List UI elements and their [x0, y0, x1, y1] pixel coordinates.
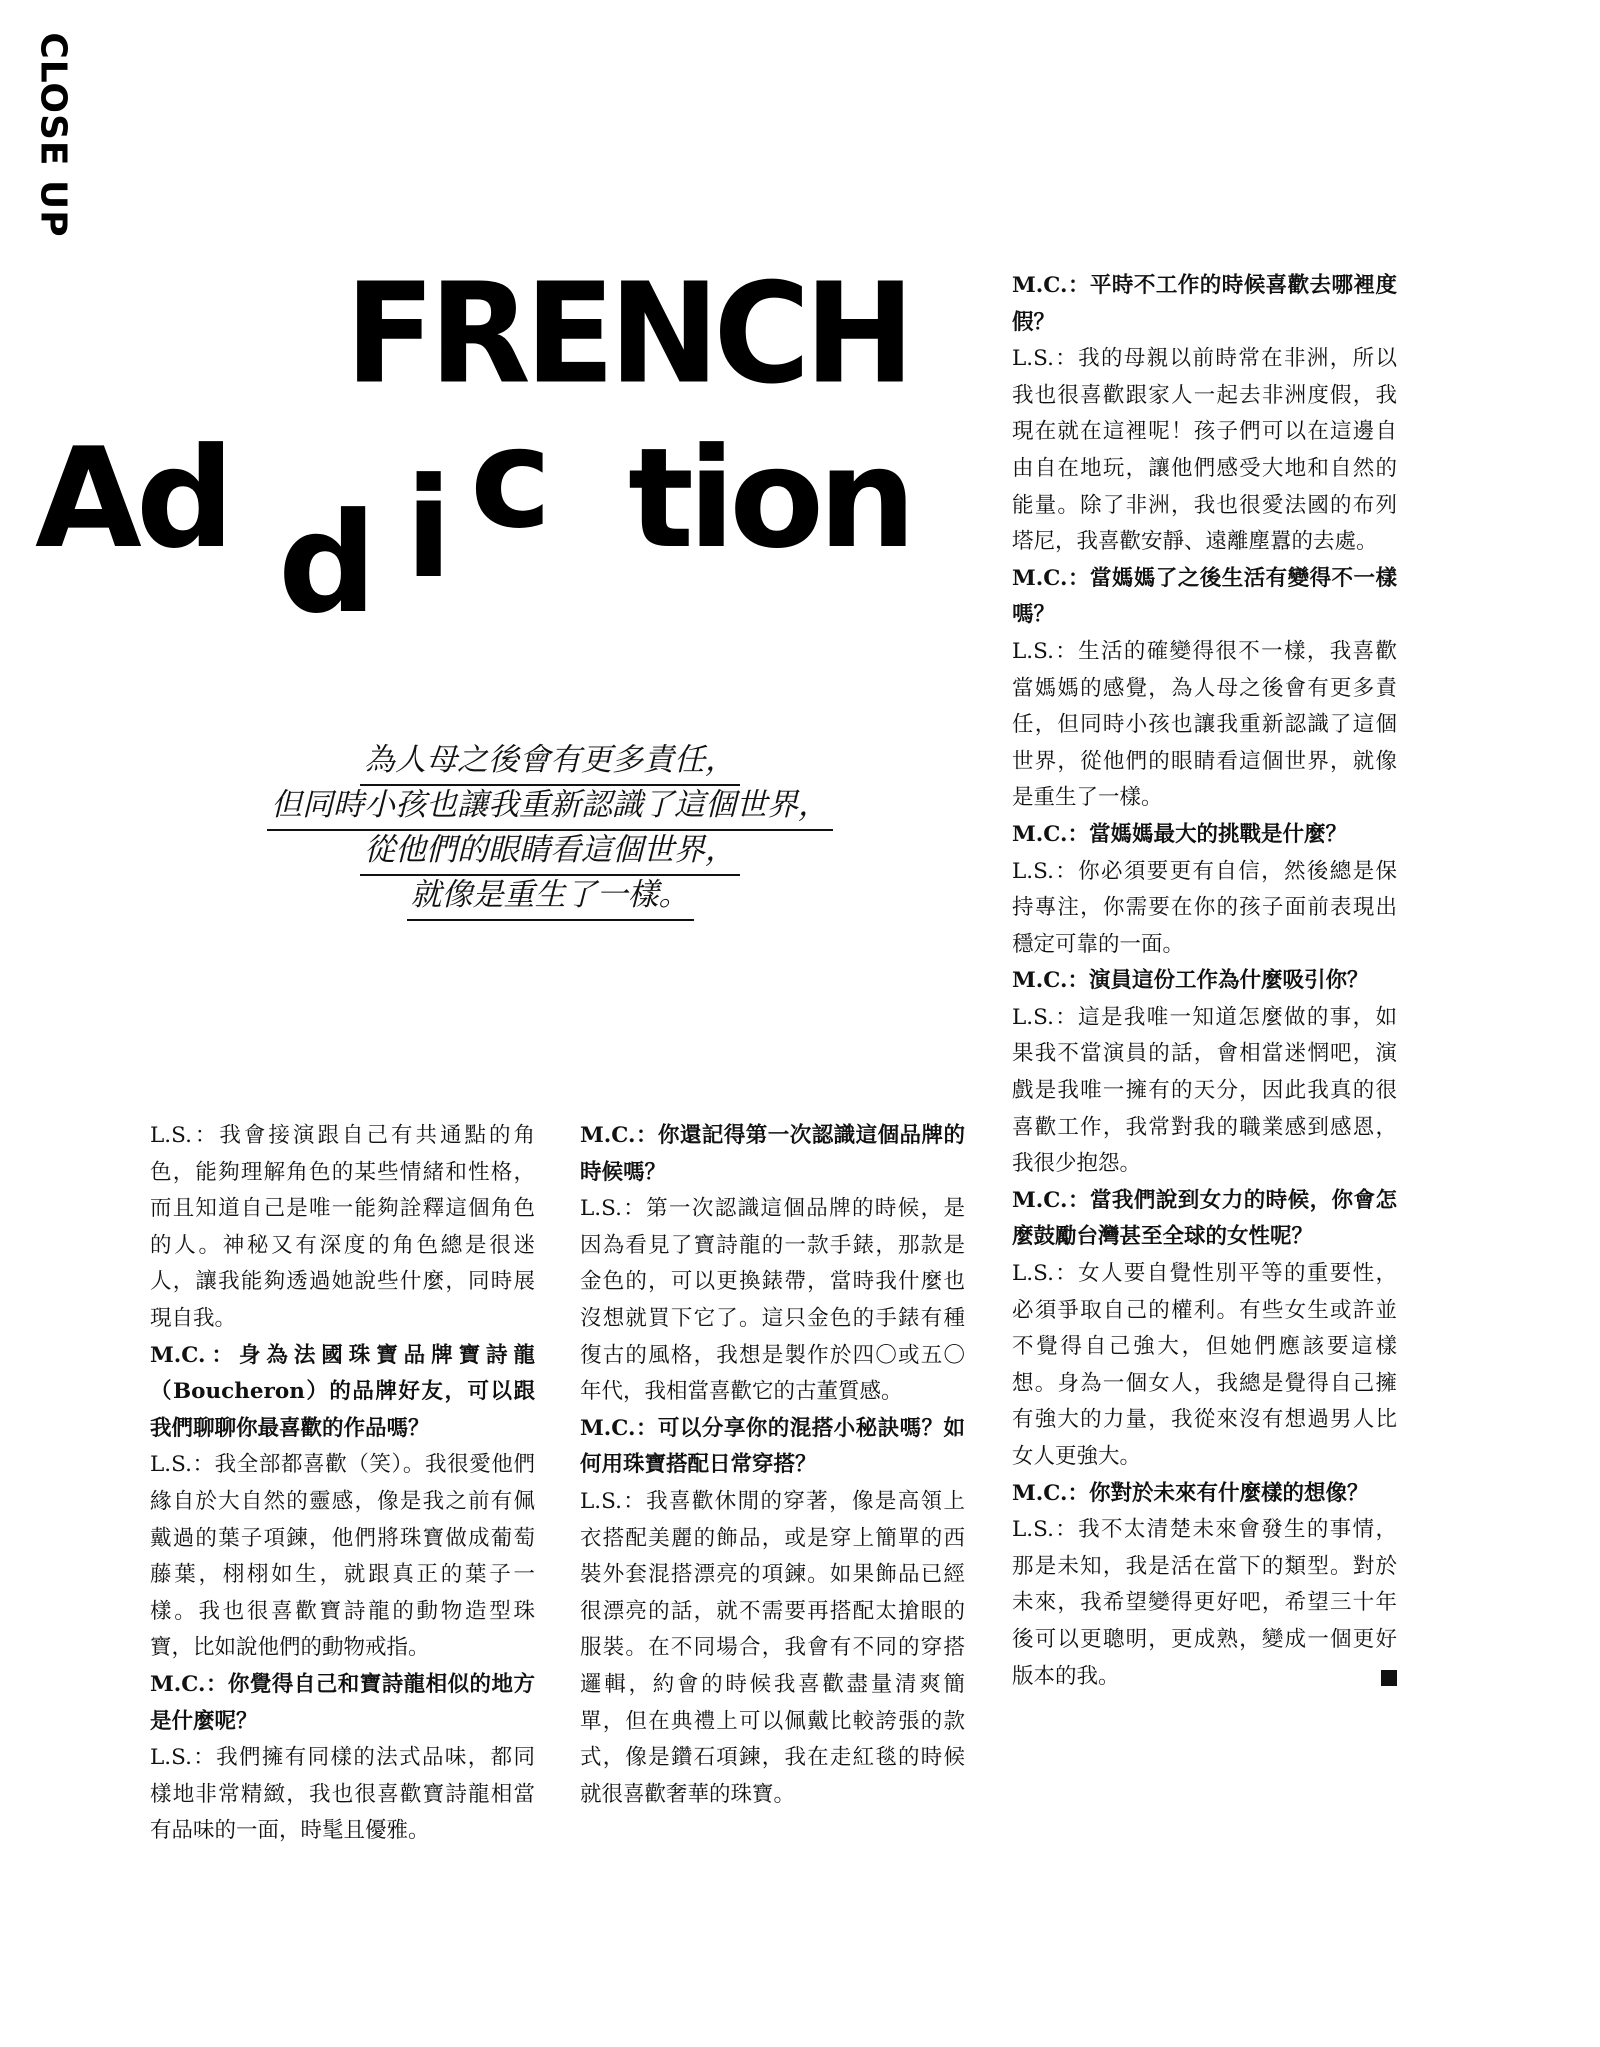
- headline-tion: tion: [628, 418, 911, 579]
- question-paragraph: M.C.：身為法國珠寶品牌寶詩龍（Boucheron）的品牌好友，可以跟我們聊聊你最喜歡的作品嗎？: [150, 1342, 535, 1441]
- question-paragraph: M.C.：演員這份工作為什麼吸引你？: [1012, 968, 1369, 994]
- end-mark-icon: [1381, 1670, 1397, 1686]
- headline-d: d: [278, 483, 371, 644]
- answer-paragraph-final: [1012, 1512, 1397, 1695]
- question-paragraph: M.C.：你還記得第一次認識這個品牌的時候嗎？: [580, 1123, 965, 1185]
- answer-paragraph: L.S.：第一次認識這個品牌的時候，是因為看見了寶詩龍的一款手錶，那款是金色的，可以更換錶帶，當時我什麼也沒想就買下它了。這只金色的手錶有種復古的風格，我想是製作於四〇或五〇年代，我相當喜歡它的古董質感。: [580, 1196, 965, 1405]
- headline-c: c: [470, 398, 546, 559]
- answer-paragraph: L.S.：我們擁有同樣的法式品味，都同樣地非常精緻，我也很喜歡寶詩龍相當有品味的一面，時髦且優雅。: [150, 1745, 535, 1844]
- headline-ad: Ad: [35, 418, 229, 579]
- question-paragraph: M.C.：平時不工作的時候喜歡去哪裡度假？: [1012, 273, 1397, 335]
- article-column-2: [580, 1118, 965, 1813]
- pull-quote-line: 就像是重生了一樣。: [407, 877, 694, 921]
- answer-paragraph: L.S.：我的母親以前時常在非洲，所以我也很喜歡跟家人一起去非洲度假，我現在就在這裡呢！孩子們可以在這邊自由自在地玩，讓他們感受大地和自然的能量。除了非洲，我也很愛法國的布列塔尼，我喜歡安靜、遠離塵囂的去處。: [1012, 346, 1397, 555]
- answer-paragraph: L.S.：女人要自覺性別平等的重要性，必須爭取自己的權利。有些女生或許並不覺得自己強大，但她們應該要這樣想。身為一個女人，我總是覺得自己擁有強大的力量，我從來沒有想過男人比女人更強大。: [1012, 1261, 1397, 1469]
- answer-paragraph: L.S.：生活的確變得很不一樣，我喜歡當媽媽的感覺，為人母之後會有更多責任，但同時小孩也讓我重新認識了這個世界，從他們的眼睛看這個世界，就像是重生了一樣。: [1012, 638, 1397, 811]
- question-paragraph: M.C.：你對於未來有什麼樣的想像？: [1012, 1480, 1369, 1506]
- answer-text: L.S.：我不太清楚未來會發生的事情，那是未知，我是活在當下的類型。對於未來，我希望變得更好吧，希望三十年後可以更聰明，更成熟，變成一個更好版本的我。: [1012, 1517, 1397, 1689]
- question-paragraph: M.C.：當媽媽最大的挑戰是什麼？: [1012, 821, 1348, 847]
- pull-quote: [250, 742, 850, 925]
- pull-quote-line: 但同時小孩也讓我重新認識了這個世界，: [267, 787, 833, 831]
- answer-paragraph: L.S.：這是我唯一知道怎麼做的事，如果我不當演員的話，會相當迷惘吧，演戲是我唯一擁有的天分，因此我真的很喜歡工作，我常對我的職業感到感恩，我很少抱怨。: [1012, 1004, 1397, 1177]
- question-paragraph: M.C.：當我們說到女力的時候，你會怎麼鼓勵台灣甚至全球的女性呢？: [1012, 1187, 1397, 1250]
- pull-quote-line: 從他們的眼睛看這個世界，: [360, 832, 740, 876]
- answer-paragraph: L.S.：我會接演跟自己有共通點的角色，能夠理解角色的某些情緒和性格，而且知道自己是唯一能夠詮釋這個角色的人。神秘又有深度的角色總是很迷人，讓我能夠透過她說些什麼，同時展現自我。: [150, 1123, 535, 1331]
- headline-french: FRENCH: [345, 253, 909, 416]
- headline-i: i: [405, 448, 447, 609]
- question-paragraph: M.C.：當媽媽了之後生活有變得不一樣嗎？: [1012, 565, 1397, 628]
- pull-quote-line: 為人母之後會有更多責任，: [360, 742, 740, 786]
- answer-paragraph: L.S.：我喜歡休閒的穿著，像是高領上衣搭配美麗的飾品，或是穿上簡單的西裝外套混搭漂亮的項鍊。如果飾品已經很漂亮的話，就不需要再搭配太搶眼的服裝。在不同場合，我會有不同的穿搭邏輯，約會的時候我喜歡盡量清爽簡單，但在典禮上可以佩戴比較誇張的款式，像是鑽石項鍊，我在走紅毯的時候就很喜歡奢華的珠寶。: [580, 1488, 965, 1807]
- answer-paragraph: L.S.：你必須要更有自信，然後總是保持專注，你需要在你的孩子面前表現出穩定可靠的一面。: [1012, 858, 1397, 957]
- section-label-text: CLOSE UP: [32, 32, 74, 238]
- question-paragraph: M.C.：可以分享你的混搭小秘訣嗎？如何用珠寶搭配日常穿搭？: [580, 1415, 965, 1478]
- article-column-3: [1012, 268, 1397, 1695]
- question-paragraph: M.C.：你覺得自己和寶詩龍相似的地方是什麼呢？: [150, 1671, 535, 1734]
- section-label: [28, 32, 78, 238]
- answer-paragraph: L.S.：我全部都喜歡（笑）。我很愛他們緣自於大自然的靈感，像是我之前有佩戴過的葉子項鍊，他們將珠寶做成葡萄藤葉，栩栩如生，就跟真正的葉子一樣。我也很喜歡寶詩龍的動物造型珠寶，比如說他們的動物戒指。: [150, 1452, 535, 1661]
- article-column-1: [150, 1118, 535, 1850]
